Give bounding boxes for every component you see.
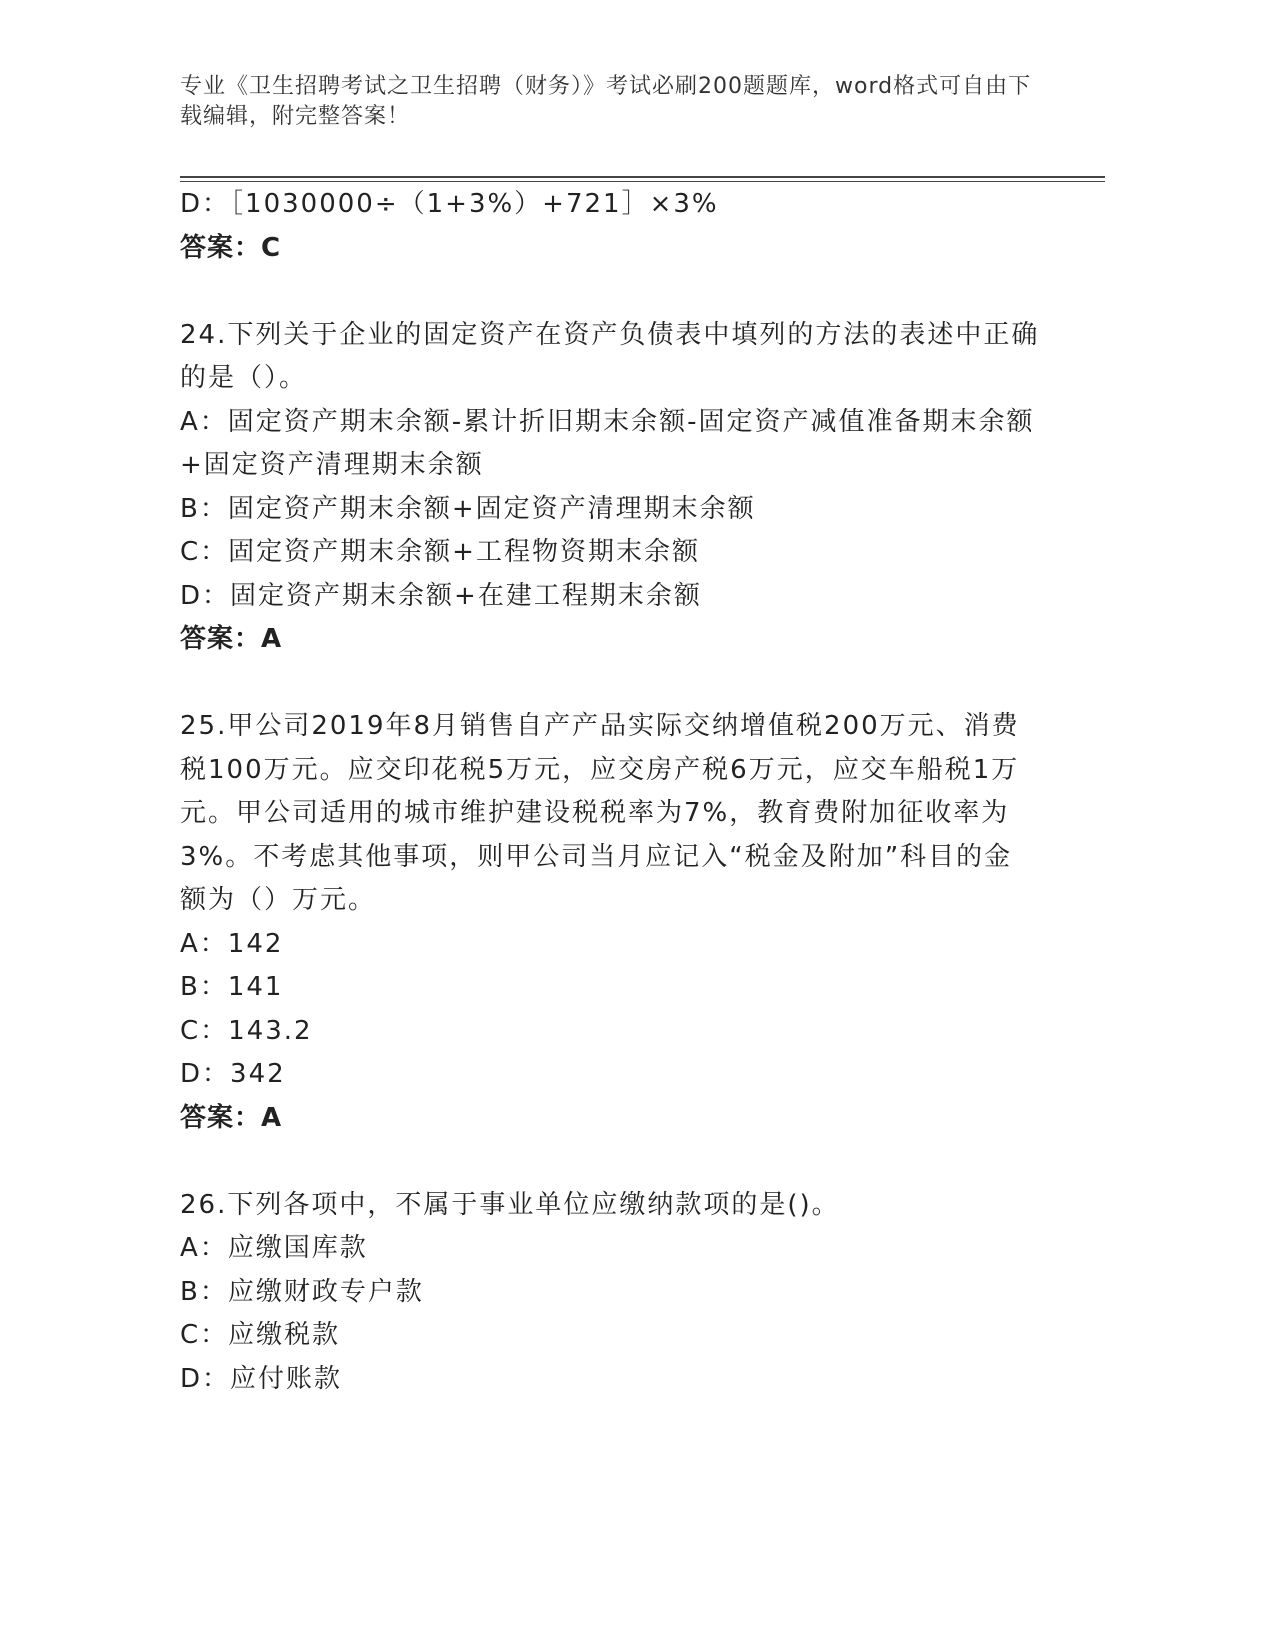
option-label: B：: [180, 1276, 228, 1307]
option-label: D：: [180, 189, 231, 219]
question-24-stem: 24.下列关于企业的固定资产在资产负债表中填列的方法的表述中正确的是（）。: [180, 319, 1040, 393]
question-25-answer: 答案：A: [180, 1102, 283, 1133]
option-label: C：: [180, 1320, 229, 1350]
option-text: 固定资产期末余额+工程物资期末余额: [228, 537, 700, 567]
question-24-option-b: [180, 488, 1040, 532]
option-text: 142: [227, 928, 284, 959]
option-text: 应付账款: [230, 1363, 343, 1394]
option-label: C：: [180, 537, 229, 567]
question-26-option-d: [180, 1358, 1040, 1402]
option-text: 固定资产期末余额+在建工程期末余额: [230, 580, 702, 611]
question-24-option-a: [180, 401, 1040, 488]
question-24-option-d: [180, 575, 1040, 619]
option-text: 应缴国库款: [227, 1233, 368, 1263]
question-25-option-b: [180, 966, 1040, 1010]
question-content: [180, 183, 1040, 1401]
header-divider-thin: [180, 181, 1105, 182]
question-26-stem: 26.下列各项中，不属于事业单位应缴纳款项的是()。: [180, 1189, 840, 1220]
option-text: 342: [230, 1059, 286, 1089]
option-text: 141: [227, 972, 284, 1002]
option-label: B：: [180, 972, 228, 1002]
option-text: ［1030000÷（1+3%）+721］×3%: [230, 189, 719, 219]
question-26-option-b: [180, 1271, 1040, 1315]
option-text: 应缴财政专户款: [227, 1276, 424, 1307]
question-25-stem: 25.甲公司2019年8月销售自产产品实际交纳增值税200万元、消费税100万元。应交印花税5万元，应交房产税6万元，应交车船税1万元。甲公司适用的城市维护建设税税率为7%，教育费附加征收率为3%。不考虑其他事项，则甲公司当月应记入“税金及附加”科目的金额为（）万元。: [180, 711, 1020, 915]
question-25-option-a: [180, 923, 1040, 967]
question-26-option-c: [180, 1314, 1040, 1358]
carryover-option-d: [180, 183, 1040, 227]
option-text: 应缴税款: [228, 1320, 341, 1350]
option-text: 固定资产期末余额+固定资产清理期末余额: [227, 493, 756, 524]
header-divider-thick: [180, 176, 1105, 178]
header-title: 专业《卫生招聘考试之卫生招聘（财务）》考试必刷200题题库，word格式可自由下载编辑，附完整答案！: [180, 74, 1032, 129]
question-24-answer: 答案：A: [180, 624, 283, 654]
option-label: D：: [180, 1059, 231, 1089]
spacer: [180, 270, 1040, 314]
question-25-option-c: [180, 1010, 1040, 1054]
question-25-option-d: [180, 1053, 1040, 1097]
spacer: [180, 662, 1040, 706]
option-label: A：: [180, 1233, 228, 1263]
spacer: [180, 1140, 1040, 1184]
option-text: 143.2: [228, 1015, 313, 1046]
question-24-option-c: [180, 531, 1040, 575]
option-label: A：: [180, 406, 228, 437]
option-label: D：: [180, 580, 231, 611]
carryover-answer: 答案：C: [180, 232, 282, 263]
question-26-option-a: [180, 1227, 1040, 1271]
option-label: C：: [180, 1015, 229, 1046]
option-text: 固定资产期末余额-累计折旧期末余额-固定资产减值准备期末余额+固定资产清理期末余额: [180, 406, 1035, 480]
option-label: B：: [180, 493, 228, 524]
document-header: [180, 72, 1040, 132]
option-label: A：: [180, 928, 228, 959]
option-label: D：: [180, 1363, 231, 1394]
